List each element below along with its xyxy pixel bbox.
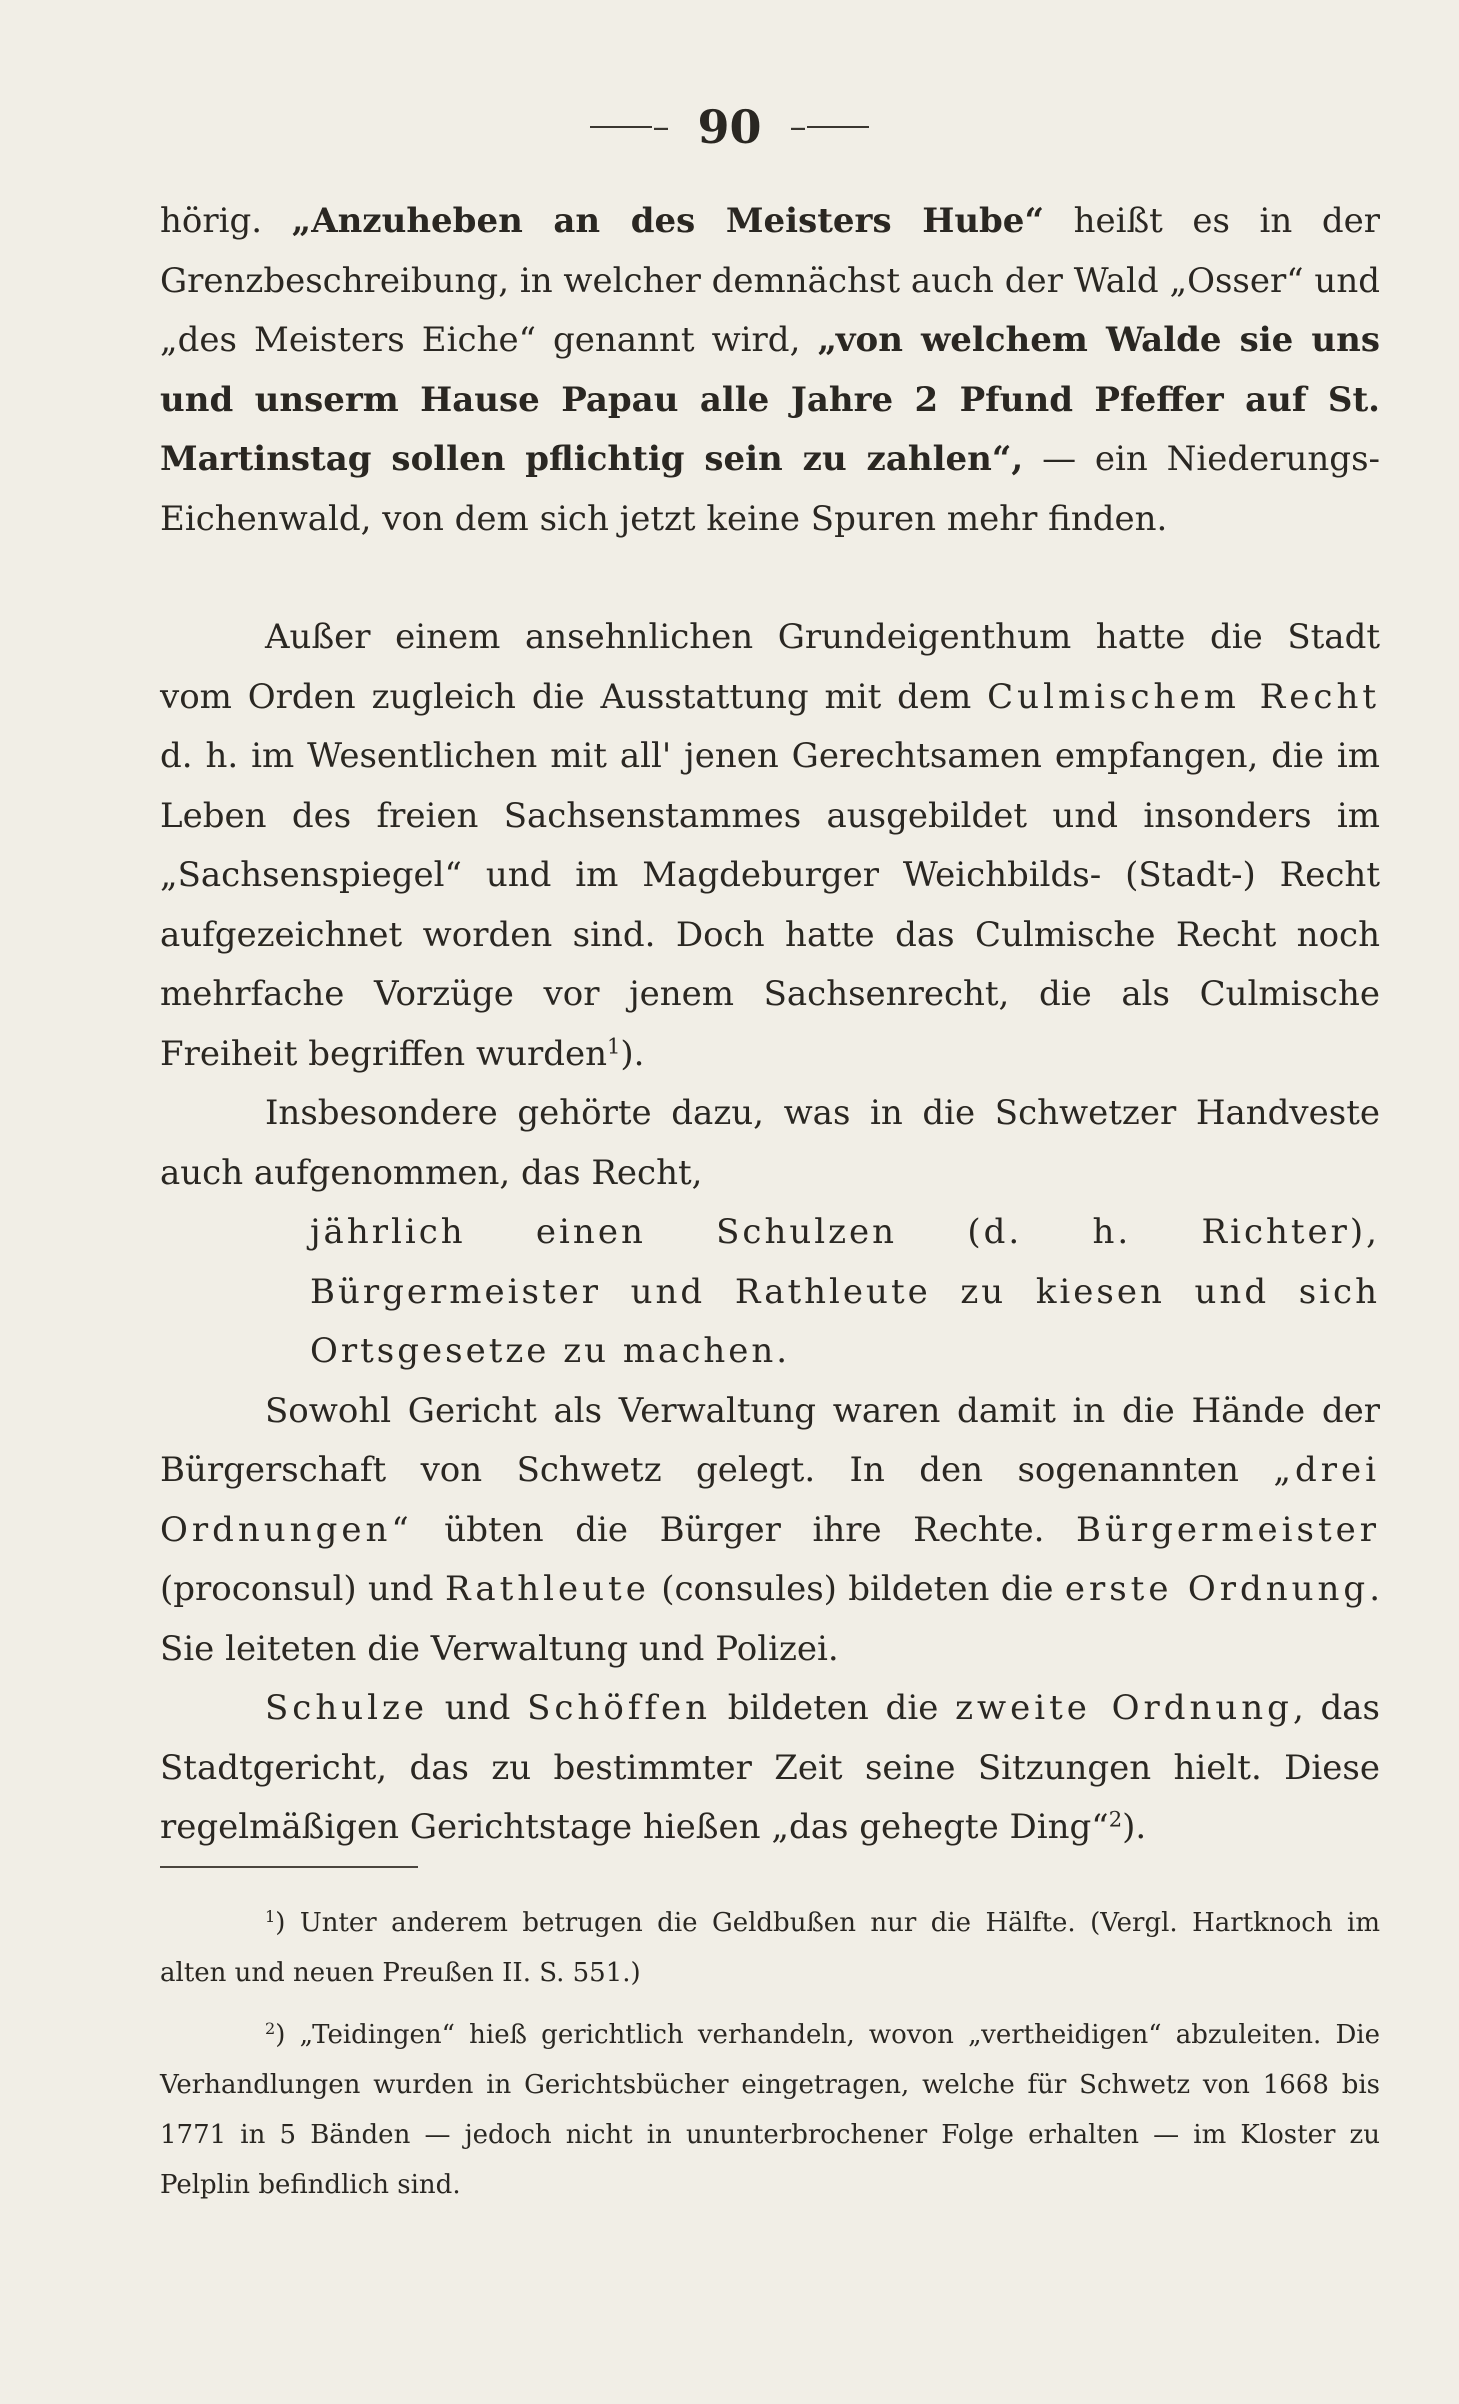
footnote-divider (160, 1866, 418, 1868)
page-number: 90 (697, 100, 762, 154)
footnote-2 (160, 2010, 1380, 2210)
p4-text-e: (proconsul) und (160, 1569, 445, 1609)
ornament-left (590, 107, 669, 147)
p4-text-i: . Sie leiteten die Verwaltung und Polizei. (160, 1569, 1380, 1669)
p2-text-a: Außer einem ansehnlichen Grundeigenthum hatte die Stadt vom Orden zugleich die Ausstattung mit dem (160, 617, 1380, 717)
p5-text-b: und (428, 1688, 528, 1728)
footnote-2-marker: 2 (265, 2019, 276, 2039)
p5-spaced-schoeffen: Schöffen (527, 1688, 711, 1728)
p1-emphasis-quote: „von welchem Walde sie uns und unserm Hause Papau alle Jahre 2 Pfund Pfeffer auf St. Martinstag sollen pflichtig sein zu zahlen“, (160, 320, 1380, 479)
footnote-ref-1: 1 (607, 1032, 621, 1058)
quoted-right: jährlich einen Schulzen (d. h. Richter), Bürgermeister und Rathleute zu kiesen und sich Ortsgesetze zu machen. (310, 1212, 1380, 1371)
footnote-ref-2: 2 (1108, 1806, 1123, 1832)
p4-text-c: übten die Bürger ihre Rechte. (412, 1509, 1076, 1550)
p1-text-e: — ein Niederungs-Eichenwald, von dem sich jetzt keine Spuren mehr finden. (160, 439, 1381, 539)
p5-text-h: ). (1122, 1807, 1147, 1847)
paragraph-2 (160, 608, 1380, 1084)
p4-spaced-buergermeister: Bürgermeister (1076, 1509, 1380, 1550)
paragraph-1 (160, 192, 1380, 549)
p2-text-d: ). (620, 1033, 645, 1074)
p4-text-a: Sowohl Gericht als Verwaltung waren damit in die Hände der Bürgerschaft von Schwetz gelegt. In den sogenannten (160, 1390, 1380, 1490)
paragraph-5 (160, 1679, 1380, 1858)
p5-text-f: , das Stadtgericht, das zu bestimmter Zeit seine Sitzungen hielt. Diese regelmäßigen Gerichtstage hießen (160, 1688, 1380, 1847)
p1-emphasis-hube: „Anzuheben an des Meisters Hube“ (291, 201, 1044, 241)
p1-text-c: heißt es in der Grenzbeschreibung, in welcher demnächst auch der Wald „Osser“ und „des Meisters Eiche“ genannt wird, (160, 201, 1381, 360)
footnote-1-text: ) Unter anderem betrugen die Geldbußen nur die Hälfte. (Vergl. Hartknoch im alten und neuen Preußen II. S. 551.) (160, 1908, 1380, 1988)
ornament-left-line (590, 126, 652, 128)
body-text (160, 192, 1380, 1858)
footnote-1 (160, 1898, 1380, 1998)
p2-spaced-culmisch: Culmischem Recht (987, 676, 1381, 717)
paragraph-4 (160, 1382, 1380, 1680)
p4-spaced-ordnungen: „drei Ordnungen“ (160, 1450, 1380, 1550)
p4-spaced-erste-ordnung: erste Ordnung (1064, 1569, 1370, 1609)
footnote-1-marker: 1 (265, 1907, 276, 1927)
ornament-left-glyph: – (652, 107, 670, 147)
footnote-2-text: ) „Teidingen“ hieß gerichtlich verhandeln, wovon „vertheidigen“ abzuleiten. Die Verhandlungen wurden in Gerichtsbücher eingetragen, welche für Schwetz von 1668 bis 1771 in 5 Bänden — jedoch nicht in ununterbrochener Folge erhalten — im Kloster zu Pelplin befindlich sind. (160, 2020, 1380, 2200)
p5-spaced-zweite-ordnung: zweite Ordnung (955, 1688, 1293, 1728)
paragraph-3: Insbesondere gehörte dazu, was in die Schwetzer Handveste auch aufgenommen, das Recht, (160, 1093, 1380, 1193)
footnotes (160, 1898, 1380, 2222)
ornament-right-glyph: – (789, 107, 807, 147)
p5-text-ding: „das gehegte Ding“ (771, 1807, 1109, 1847)
p5-spaced-schulze: Schulze (265, 1688, 429, 1728)
p4-text-g: (consules) bildeten die (649, 1569, 1065, 1609)
ornament-right (790, 107, 869, 147)
page-header (0, 100, 1459, 154)
p1-text-a: hörig. (160, 201, 292, 241)
p4-spaced-rathleute: Rathleute (444, 1569, 650, 1609)
ornament-right-line (807, 126, 869, 128)
p5-text-d: bildeten die (710, 1688, 956, 1728)
p2-text-c: d. h. im Wesentlichen mit all' jenen Gerechtsamen empfangen, die im Leben des freien Sachsenstammes ausgebildet und insonders im „Sachsenspiegel“ und im Magdeburger Weichbilds- (Stadt-) Recht aufgezeichnet worden sind. Doch hatte das Culmische Recht noch mehrfache Vorzüge vor jenem Sachsenrecht, die als Culmische Freiheit begriffen wurden (160, 736, 1380, 1074)
